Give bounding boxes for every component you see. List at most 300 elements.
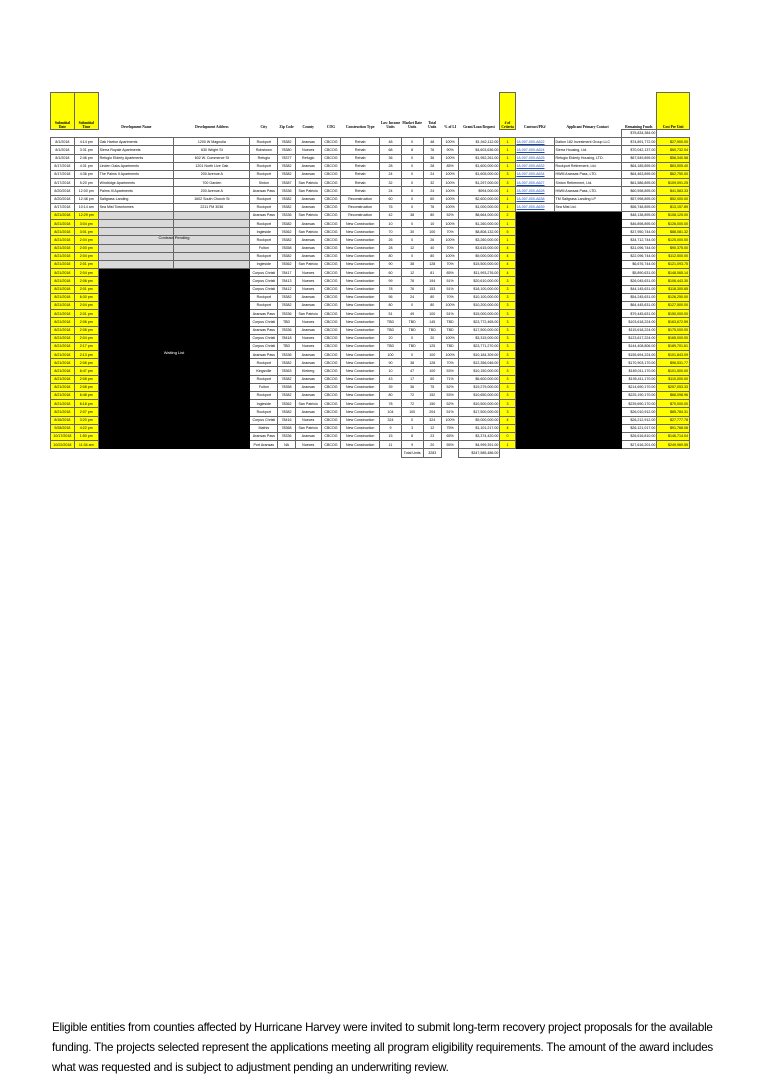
table-cell	[174, 375, 250, 383]
table-cell: Rockport	[250, 162, 278, 170]
table-cell: 9	[401, 441, 423, 449]
table-cell: 72	[401, 400, 423, 408]
table-cell: $225,190,170.00	[621, 392, 657, 400]
table-cell: 42	[380, 211, 402, 219]
table-cell: Ingleside	[250, 261, 278, 269]
table-cell: Corpus Christi	[250, 318, 278, 326]
table-cell: TBD	[380, 342, 402, 350]
table-row	[51, 416, 690, 424]
table-cell: 4	[500, 269, 515, 277]
table-cell: 78382	[278, 392, 295, 400]
table-cell: 10	[423, 220, 441, 228]
table-cell: Corpus Christi	[250, 269, 278, 277]
table-cell: $64,445,631.00	[621, 301, 657, 309]
contract-link[interactable]: 18-007-000-A622	[515, 138, 554, 146]
table-cell: $10,650,000.00	[459, 392, 500, 400]
table-cell: $27,616,201.00	[621, 441, 657, 449]
contract-link[interactable]: 18-007-000-A632	[515, 162, 554, 170]
table-cell: Rockport	[250, 392, 278, 400]
table-cell: 80	[380, 392, 402, 400]
table-cell: Aransas	[295, 203, 321, 211]
table-cell: TM Saltgrass Landing LP	[554, 195, 621, 203]
table-cell	[554, 310, 621, 318]
table-cell: $8,808,132.00	[459, 228, 500, 236]
table-cell: CBCOG	[321, 228, 340, 236]
table-cell: $18,100,000.00	[459, 285, 500, 293]
table-cell: 2:04 pm	[74, 236, 98, 244]
table-cell: 76	[380, 203, 402, 211]
table-cell: Reconstruction	[341, 203, 380, 211]
table-cell: 78362	[278, 261, 295, 269]
table-cell: $62,750.00	[657, 170, 690, 178]
table-cell: Ingleside	[250, 228, 278, 236]
table-cell: 1	[500, 220, 515, 228]
table-row	[51, 424, 690, 432]
table-cell: 78380	[278, 146, 295, 154]
table-cell: 36	[401, 383, 423, 391]
column-header: % of LI	[443, 125, 457, 130]
table-cell: 0	[401, 252, 423, 260]
table-cell: 49	[401, 310, 423, 318]
table-cell	[98, 383, 174, 391]
contract-link[interactable]: 18-007-000-A624	[515, 146, 554, 154]
table-cell: 60	[380, 195, 402, 203]
table-cell: Aransas	[295, 244, 321, 252]
empty-cell	[278, 130, 295, 138]
table-cell	[554, 351, 621, 359]
table-cell: 8/21/2018	[51, 400, 75, 408]
table-cell: Rehab	[341, 146, 380, 154]
table-cell: Rockport	[250, 195, 278, 203]
table-cell: 1	[500, 154, 515, 162]
table-cell: Aransas Pass	[250, 351, 278, 359]
table-cell: 28	[380, 162, 402, 170]
table-cell: 8/21/2018	[51, 334, 75, 342]
table-cell: 2:07 pm	[74, 408, 98, 416]
table-cell	[554, 301, 621, 309]
table-cell: 200 Avenue A	[174, 187, 250, 195]
table-cell: Rockport	[250, 375, 278, 383]
table-cell: New Construction	[341, 301, 380, 309]
table-cell: 11:34 am	[74, 441, 98, 449]
table-cell: 76	[423, 203, 441, 211]
empty-cell	[657, 449, 690, 457]
table-cell: 3:20 pm	[74, 416, 98, 424]
table-row	[51, 293, 690, 301]
table-cell: Aransas	[295, 326, 321, 334]
table-cell: $11,993,276.00	[459, 269, 500, 277]
table-cell: 153	[423, 285, 441, 293]
table-cell	[174, 211, 250, 219]
table-cell: 5:20 pm	[74, 179, 98, 187]
table-cell: 9/28/2018	[51, 424, 75, 432]
table-cell	[174, 367, 250, 375]
table-cell: $26,010,912.00	[621, 408, 657, 416]
table-cell	[98, 293, 174, 301]
table-cell: $74,891,772.00	[621, 138, 657, 146]
table-cell: Aransas	[295, 138, 321, 146]
table-cell: 150	[423, 400, 441, 408]
table-cell: 8/21/2018	[51, 293, 75, 301]
table-cell: New Construction	[341, 310, 380, 318]
table-cell	[515, 293, 554, 301]
table-cell: $1,605,000.00	[459, 170, 500, 178]
table-cell: $37,950,744.00	[621, 228, 657, 236]
table-cell: 8/21/2018	[51, 342, 75, 350]
table-cell: 2:13 pm	[74, 351, 98, 359]
table-cell	[98, 318, 174, 326]
table-cell	[174, 244, 250, 252]
table-cell: 0	[401, 154, 423, 162]
column-header: # of Criteria	[500, 93, 515, 130]
table-cell: 8/21/2018	[51, 408, 75, 416]
table-cell: Ingleside	[250, 400, 278, 408]
table-cell: TBD	[441, 342, 458, 350]
table-row	[51, 162, 690, 170]
table-cell: CBCOG	[321, 252, 340, 260]
table-cell: San Patricio	[295, 187, 321, 195]
table-cell: 10/17/2018	[51, 432, 75, 440]
table-cell: $144,408,806.00	[621, 342, 657, 350]
table-cell	[515, 236, 554, 244]
table-cell: $79,445,631.00	[621, 310, 657, 318]
table-cell: $10,200,000.00	[459, 301, 500, 309]
table-cell: 3:04 pm	[74, 220, 98, 228]
table-cell: 39	[380, 383, 402, 391]
table-cell: 5	[500, 228, 515, 236]
table-cell: CBCOG	[321, 244, 340, 252]
table-row	[51, 310, 690, 318]
table-cell: New Construction	[341, 416, 380, 424]
table-cell: 53%	[441, 392, 458, 400]
table-cell: Nueces	[295, 318, 321, 326]
table-cell: 78363	[278, 367, 295, 375]
table-cell	[554, 342, 621, 350]
table-cell: Dalton 182 Investment Group LLC	[554, 138, 621, 146]
empty-cell	[51, 449, 75, 457]
table-cell: 100	[423, 228, 441, 236]
table-cell: 78413	[278, 277, 295, 285]
table-cell	[98, 277, 174, 285]
table-cell: 90%	[441, 146, 458, 154]
table-cell: New Construction	[341, 220, 380, 228]
table-cell: 8	[401, 146, 423, 154]
table-cell: $1,260,000.00	[459, 220, 500, 228]
table-cell: 3:01 pm	[74, 228, 98, 236]
table-cell	[515, 400, 554, 408]
table-cell	[98, 211, 174, 219]
table-cell: 2:01 pm	[74, 310, 98, 318]
table-cell: Sea Mist Ltd.	[554, 203, 621, 211]
table-cell: CBCOG	[321, 408, 340, 416]
empty-cell	[51, 130, 75, 138]
table-cell: 8/21/2018	[51, 236, 75, 244]
table-cell: $56,340.58	[657, 154, 690, 162]
empty-cell	[621, 449, 657, 457]
table-cell: Rockport	[250, 293, 278, 301]
table-cell: Saltgrass Landing	[98, 195, 174, 203]
table-cell: 48	[380, 138, 402, 146]
table-cell: 2:06 pm	[74, 359, 98, 367]
table-cell: $9,000,000.00	[459, 416, 500, 424]
table-cell: 100%	[441, 203, 458, 211]
table-cell: CBCOG	[321, 310, 340, 318]
table-cell: 43	[380, 375, 402, 383]
empty-cell	[441, 130, 458, 138]
contract-link[interactable]: 18-007-000-A634	[515, 170, 554, 178]
table-cell: Kingsville	[250, 367, 278, 375]
table-cell: CBCOG	[321, 351, 340, 359]
table-row	[51, 195, 690, 203]
table-cell: 602 W. Commerce St	[174, 154, 250, 162]
table-cell: 90	[380, 261, 402, 269]
table-cell: Refugio Elderly Apartments	[98, 154, 174, 162]
table-cell: $91,768.08	[657, 424, 690, 432]
table-cell: $257,053.33	[657, 383, 690, 391]
table-cell: 100%	[441, 301, 458, 309]
table-cell: 76	[401, 285, 423, 293]
table-cell	[554, 408, 621, 416]
table-row	[51, 146, 690, 154]
table-cell	[174, 408, 250, 416]
table-cell: $10,100,000.00	[459, 293, 500, 301]
table-cell: $249,969.55	[657, 441, 690, 449]
table-cell: 8/21/2018	[51, 326, 75, 334]
table-cell	[515, 326, 554, 334]
table-cell: $13,157.89	[657, 203, 690, 211]
table-cell: 100%	[441, 236, 458, 244]
empty-cell	[380, 130, 402, 138]
table-cell: 8/1/2018	[51, 154, 75, 162]
table-cell: 0	[401, 138, 423, 146]
table-cell: 8/1/2018	[51, 146, 75, 154]
table-cell: 1	[500, 187, 515, 195]
table-row	[51, 301, 690, 309]
table-cell	[98, 285, 174, 293]
totals-row	[51, 449, 690, 457]
table-cell: 78382	[278, 236, 295, 244]
table-cell: 70%	[441, 293, 458, 301]
table-cell: CBCOG	[321, 269, 340, 277]
contract-link[interactable]: 18-007-000-A638	[515, 195, 554, 203]
contract-link[interactable]: 18-007-000-A639	[515, 203, 554, 211]
table-cell: Rockport	[250, 236, 278, 244]
table-cell: 8/17/2018	[51, 162, 75, 170]
table-cell: CBCOG	[321, 318, 340, 326]
table-cell: $103,618,224.00	[621, 318, 657, 326]
table-cell	[554, 367, 621, 375]
table-cell: New Construction	[341, 277, 380, 285]
empty-cell	[423, 130, 441, 138]
table-cell: 8/21/2018	[51, 211, 75, 219]
table-cell: 6:18 pm	[74, 400, 98, 408]
contract-link[interactable]: 18-007-000-A625	[515, 154, 554, 162]
table-cell: $127,500.00	[657, 301, 690, 309]
table-cell: 9	[380, 424, 402, 432]
table-cell: 78382	[278, 203, 295, 211]
table-cell: $48,138,895.00	[621, 211, 657, 219]
table-cell: 24	[380, 170, 402, 178]
table-cell: 8/1/2018	[51, 138, 75, 146]
table-cell: 8/21/2018	[51, 220, 75, 228]
table-cell	[554, 375, 621, 383]
table-cell: New Construction	[341, 342, 380, 350]
empty-cell	[657, 130, 690, 138]
table-cell: 0	[401, 203, 423, 211]
table-cell: 3	[500, 408, 515, 416]
table-row	[51, 326, 690, 334]
table-row	[51, 170, 690, 178]
table-cell: 3	[500, 301, 515, 309]
table-cell: New Construction	[341, 424, 380, 432]
table-cell: $163,672.59	[657, 318, 690, 326]
table-cell	[174, 400, 250, 408]
table-cell: 100%	[441, 334, 458, 342]
table-cell: CBCOG	[321, 203, 340, 211]
table-cell: CBCOG	[321, 359, 340, 367]
table-cell: CBCOG	[321, 261, 340, 269]
table-cell: 10	[380, 367, 402, 375]
empty-cell	[98, 130, 174, 138]
table-cell: 100%	[441, 220, 458, 228]
table-cell: $60,598,895.00	[621, 187, 657, 195]
table-cell	[174, 252, 250, 260]
table-cell: New Construction	[341, 359, 380, 367]
table-cell: 2:17 pm	[74, 342, 98, 350]
table-cell: Rockport	[250, 203, 278, 211]
table-cell: 81	[423, 269, 441, 277]
table-cell: 24	[380, 187, 402, 195]
table-cell: Aransas Pass	[250, 310, 278, 318]
table-cell: New Construction	[341, 285, 380, 293]
table-cell: $3,374,420.00	[459, 432, 500, 440]
table-cell: 36	[380, 154, 402, 162]
table-cell: 78417	[278, 269, 295, 277]
table-cell: $110,000.00	[657, 375, 690, 383]
table-cell: Rockport	[250, 138, 278, 146]
table-cell: $10,184,309.00	[459, 351, 500, 359]
column-header: COG	[326, 125, 336, 130]
table-cell	[98, 220, 174, 228]
table-cell: 8/21/2018	[51, 383, 75, 391]
table-row	[51, 334, 690, 342]
table-cell: 78382	[278, 138, 295, 146]
table-cell: CBCOG	[321, 424, 340, 432]
table-cell: 78387	[278, 179, 295, 187]
table-cell: 100	[401, 408, 423, 416]
contract-link[interactable]: 18-007-000-A627	[515, 179, 554, 187]
table-cell: 51%	[441, 277, 458, 285]
table-cell: New Construction	[341, 392, 380, 400]
table-cell	[554, 236, 621, 244]
table-row	[51, 179, 690, 187]
table-cell: New Construction	[341, 408, 380, 416]
table-cell: 70%	[441, 228, 458, 236]
table-cell: HWM Aransas Pass, LTD.	[554, 170, 621, 178]
table-cell	[98, 334, 174, 342]
table-cell: $96,531.77	[657, 359, 690, 367]
table-cell: 78412	[278, 285, 295, 293]
table-cell: 2211 FM 3036	[174, 203, 250, 211]
table-cell: Aransas	[295, 301, 321, 309]
table-cell	[98, 359, 174, 367]
table-cell: $189,011,170.00	[621, 367, 657, 375]
table-cell: 28	[380, 244, 402, 252]
table-cell: 10/22/2018	[51, 441, 75, 449]
table-cell: $3,315,000.00	[459, 334, 500, 342]
table-cell: Nueces	[295, 334, 321, 342]
table-cell: 8/17/2018	[51, 179, 75, 187]
table-cell: 70%	[441, 359, 458, 367]
table-cell: TBD	[423, 326, 441, 334]
empty-cell	[174, 130, 250, 138]
table-cell: 3	[500, 293, 515, 301]
table-cell: 8	[401, 432, 423, 440]
table-cell: 8/21/2018	[51, 228, 75, 236]
table-cell: 194	[423, 277, 441, 285]
table-cell: CBCOG	[321, 236, 340, 244]
table-cell: CBCOG	[321, 416, 340, 424]
footnote: Eligible entities from counties affected by Hurricane Harvey were invited to submit long-term recovery project proposals for the available funding. The projects selected represent the applications meeting all program eligibility requirements. The amount of the award includes what was requested and is subject to adjustment pending an underwriting review.	[52, 1021, 713, 1074]
table-cell	[515, 416, 554, 424]
table-cell: 78336	[278, 326, 295, 334]
empty-cell	[554, 449, 621, 457]
table-cell: 68	[380, 146, 402, 154]
contract-link[interactable]: 18-007-000-A628	[515, 187, 554, 195]
table-cell: TBD	[401, 326, 423, 334]
table-cell: 12	[401, 244, 423, 252]
table-cell: 2:06 pm	[74, 277, 98, 285]
empty-cell	[515, 130, 554, 138]
table-cell: $22,096,744.00	[621, 252, 657, 260]
table-cell	[554, 334, 621, 342]
table-cell: 1	[500, 441, 515, 449]
table-cell: Windridge Apartments	[98, 179, 174, 187]
table-cell	[174, 220, 250, 228]
table-cell: $85,784.31	[657, 408, 690, 416]
table-cell: 100%	[441, 187, 458, 195]
table-cell	[515, 310, 554, 318]
table-cell: $1,952,261.00	[459, 154, 500, 162]
table-cell: 78358	[278, 244, 295, 252]
table-cell	[98, 244, 174, 252]
table-cell: CBCOG	[321, 301, 340, 309]
table-cell: $195,411,170.00	[621, 375, 657, 383]
column-header: Zip Code	[279, 125, 294, 130]
table-cell: 17	[401, 375, 423, 383]
table-cell: CBCOG	[321, 400, 340, 408]
table-cell: 56	[380, 293, 402, 301]
column-header: Cost Per Unit	[657, 93, 690, 130]
table-cell: Aransas	[295, 383, 321, 391]
table-cell: $101,500.00	[657, 367, 690, 375]
table-cell: CBCOG	[321, 441, 340, 449]
table-cell: 71%	[441, 375, 458, 383]
table-cell: 47	[401, 367, 423, 375]
table-cell: CBCOG	[321, 432, 340, 440]
table-cell: $1,600,000.00	[459, 162, 500, 170]
table-cell	[98, 367, 174, 375]
totals-label: Total Units	[401, 449, 423, 457]
table-cell: 8/21/2018	[51, 367, 75, 375]
table-cell	[515, 277, 554, 285]
column-header: Applicant Primary Contact	[566, 125, 609, 130]
table-cell: 3	[500, 392, 515, 400]
table-cell: $175,000.00	[657, 326, 690, 334]
table-cell	[174, 285, 250, 293]
table-cell	[515, 318, 554, 326]
table-cell: Oak Harbor Apartments	[98, 138, 174, 146]
